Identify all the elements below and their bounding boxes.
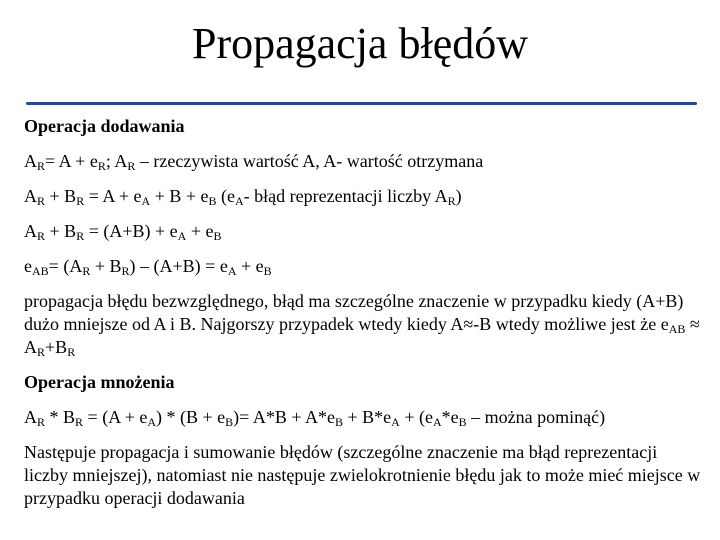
line-product-expansion: $A_R * B_R = (A + e_A) * (B + e_B)= A*B + A*e_B + B*e_A + (e_A*e_B$ – można pominąć) bbox=[24, 407, 606, 429]
multiplication-heading: Operacja mnożenia bbox=[24, 372, 175, 392]
line-ar-definition: $A_R= A + e_R$; $A_R$ – rzeczywista wartość A, A- wartość otrzymana bbox=[24, 151, 484, 173]
line-sum-grouped: $A_R + B_R = (A+B) + e_A + e_B$ bbox=[24, 221, 222, 243]
paragraph-propagation-note: Następuje propagacja i sumowanie błędów (szczególne znaczenie ma błąd reprezentacji liczby mniejszej), natomiast nie następuje zwielokrotnienie błędu jak to może mieć miejsce w przypadku operacji dodawania bbox=[24, 442, 701, 508]
addition-heading: Operacja dodawania bbox=[24, 116, 185, 136]
slide-content bbox=[24, 115, 704, 522]
paragraph-absolute-error: propagacja błędu bezwzględnego, błąd ma szczególne znaczenie w przypadku kiedy (A+B) dużo mniejsze od A i B. Najgorszy przypadek wtedy kiedy A≈-B wtedy możliwe jest że $e_{AB} \approx A_R+B_R$ bbox=[24, 291, 700, 359]
line-sum-expansion: $A_R + B_R = A + e_A + B + e_B$ ($e_A-$ błąd reprezentacji liczby $A_R$) bbox=[24, 186, 462, 208]
line-eab: $e_{AB}= (A_R + B_R) - (A+B) = e_A + e_B$ bbox=[24, 256, 272, 278]
title-divider bbox=[26, 102, 697, 105]
slide-title: Propagacja błędów bbox=[192, 19, 528, 68]
